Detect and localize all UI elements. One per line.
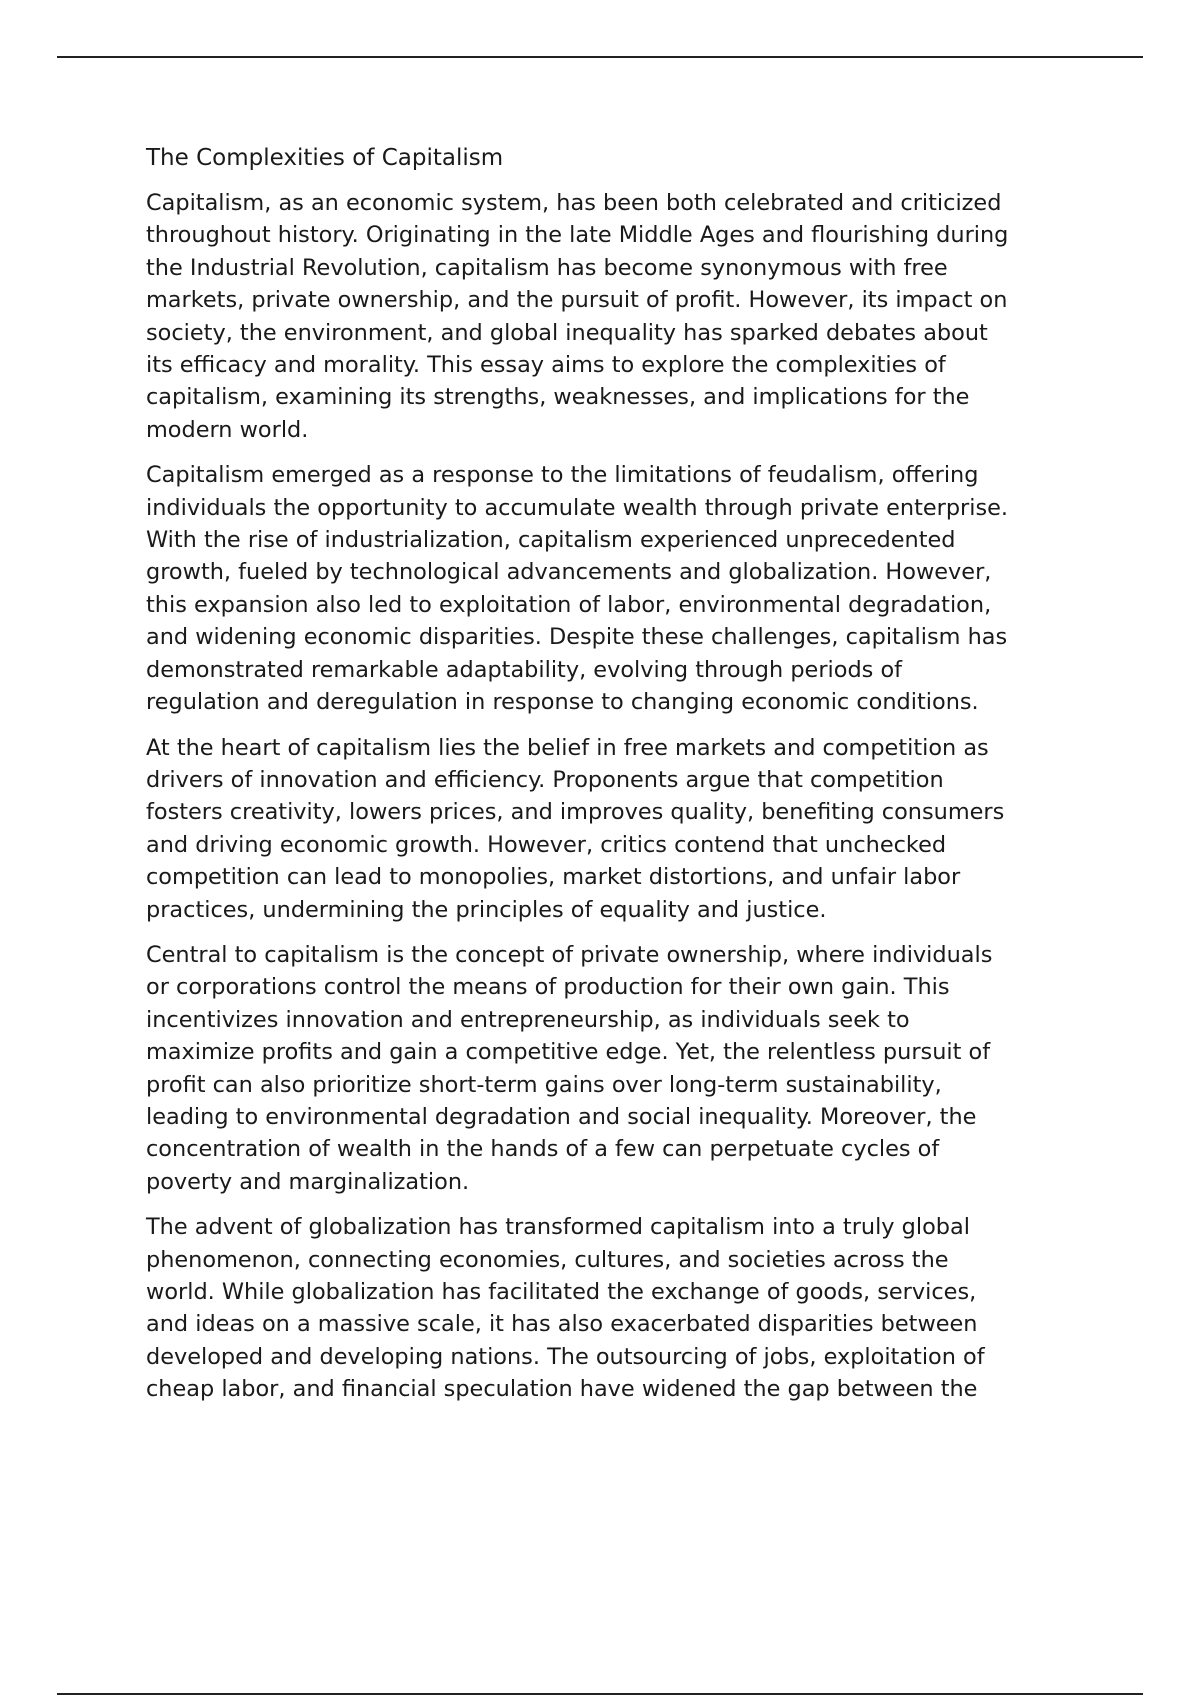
text-line: individuals the opportunity to accumulate wealth through private enterprise. xyxy=(146,494,1009,521)
header-rule xyxy=(57,56,1143,58)
text-line: competition can lead to monopolies, market distortions, and unfair labor xyxy=(146,864,961,891)
text-line: and widening economic disparities. Despite these challenges, capitalism has xyxy=(146,624,1008,651)
text-line: With the rise of industrialization, capitalism experienced unprecedented xyxy=(146,527,956,554)
text-line: Capitalism emerged as a response to the limitations of feudalism, offering xyxy=(146,462,979,489)
text-line: demonstrated remarkable adaptability, evolving through periods of xyxy=(146,656,903,683)
text-line: poverty and marginalization. xyxy=(146,1168,470,1195)
paragraph-5 xyxy=(146,1211,1088,1405)
text-line: world. While globalization has facilitated the exchange of goods, services, xyxy=(146,1279,977,1305)
text-line: and ideas on a massive scale, it has also exacerbated disparities between xyxy=(146,1311,978,1338)
text-line: society, the environment, and global inequality has sparked debates about xyxy=(146,319,988,346)
text-line: cheap labor, and financial speculation have widened the gap between the xyxy=(146,1376,978,1403)
paragraph-4 xyxy=(146,939,1088,1198)
text-line: the Industrial Revolution, capitalism has become synonymous with free xyxy=(146,254,948,281)
text-line: markets, private ownership, and the pursuit of profit. However, its impact on xyxy=(146,287,1008,314)
text-line: capitalism, examining its strengths, weaknesses, and implications for the xyxy=(146,384,970,411)
text-line: its efficacy and morality. This essay aims to explore the complexities of xyxy=(146,352,946,379)
text-line: Capitalism, as an economic system, has been both celebrated and criticized xyxy=(146,190,1002,216)
text-line: modern world. xyxy=(146,416,309,443)
text-line: profit can also prioritize short-term gains over long-term sustainability, xyxy=(146,1071,942,1098)
text-line: this expansion also led to exploitation of labor, environmental degradation, xyxy=(146,591,992,618)
text-line: regulation and deregulation in response to changing economic conditions. xyxy=(146,689,979,716)
text-line: leading to environmental degradation and social inequality. Moreover, the xyxy=(146,1103,977,1130)
text-line: Central to capitalism is the concept of private ownership, where individuals xyxy=(146,941,993,968)
paragraph-2 xyxy=(146,459,1088,718)
text-line: growth, fueled by technological advancements and globalization. However, xyxy=(146,559,992,586)
document-title: The Complexities of Capitalism xyxy=(146,145,504,171)
text-line: The advent of globalization has transformed capitalism into a truly global xyxy=(146,1214,970,1241)
paragraph-3 xyxy=(146,732,1088,926)
text-line: concentration of wealth in the hands of a few can perpetuate cycles of xyxy=(146,1136,940,1163)
text-line: and driving economic growth. However, critics contend that unchecked xyxy=(146,831,947,858)
text-line: fosters creativity, lowers prices, and improves quality, benefiting consumers xyxy=(146,799,1005,826)
text-line: or corporations control the means of production for their own gain. This xyxy=(146,974,950,1001)
text-line: throughout history. Originating in the late Middle Ages and flourishing during xyxy=(146,222,1009,249)
text-line: practices, undermining the principles of equality and justice. xyxy=(146,896,827,923)
text-line: At the heart of capitalism lies the belief in free markets and competition as xyxy=(146,734,989,761)
text-line: drivers of innovation and efficiency. Proponents argue that competition xyxy=(146,766,944,793)
text-line: developed and developing nations. The outsourcing of jobs, exploitation of xyxy=(146,1343,985,1370)
text-line: incentivizes innovation and entrepreneurship, as individuals seek to xyxy=(146,1006,910,1033)
paragraph-1 xyxy=(146,187,1088,446)
text-line: phenomenon, connecting economies, cultures, and societies across the xyxy=(146,1246,949,1273)
footer-rule xyxy=(57,1693,1143,1695)
text-line: maximize profits and gain a competitive edge. Yet, the relentless pursuit of xyxy=(146,1039,991,1066)
document-body xyxy=(146,142,1088,1419)
